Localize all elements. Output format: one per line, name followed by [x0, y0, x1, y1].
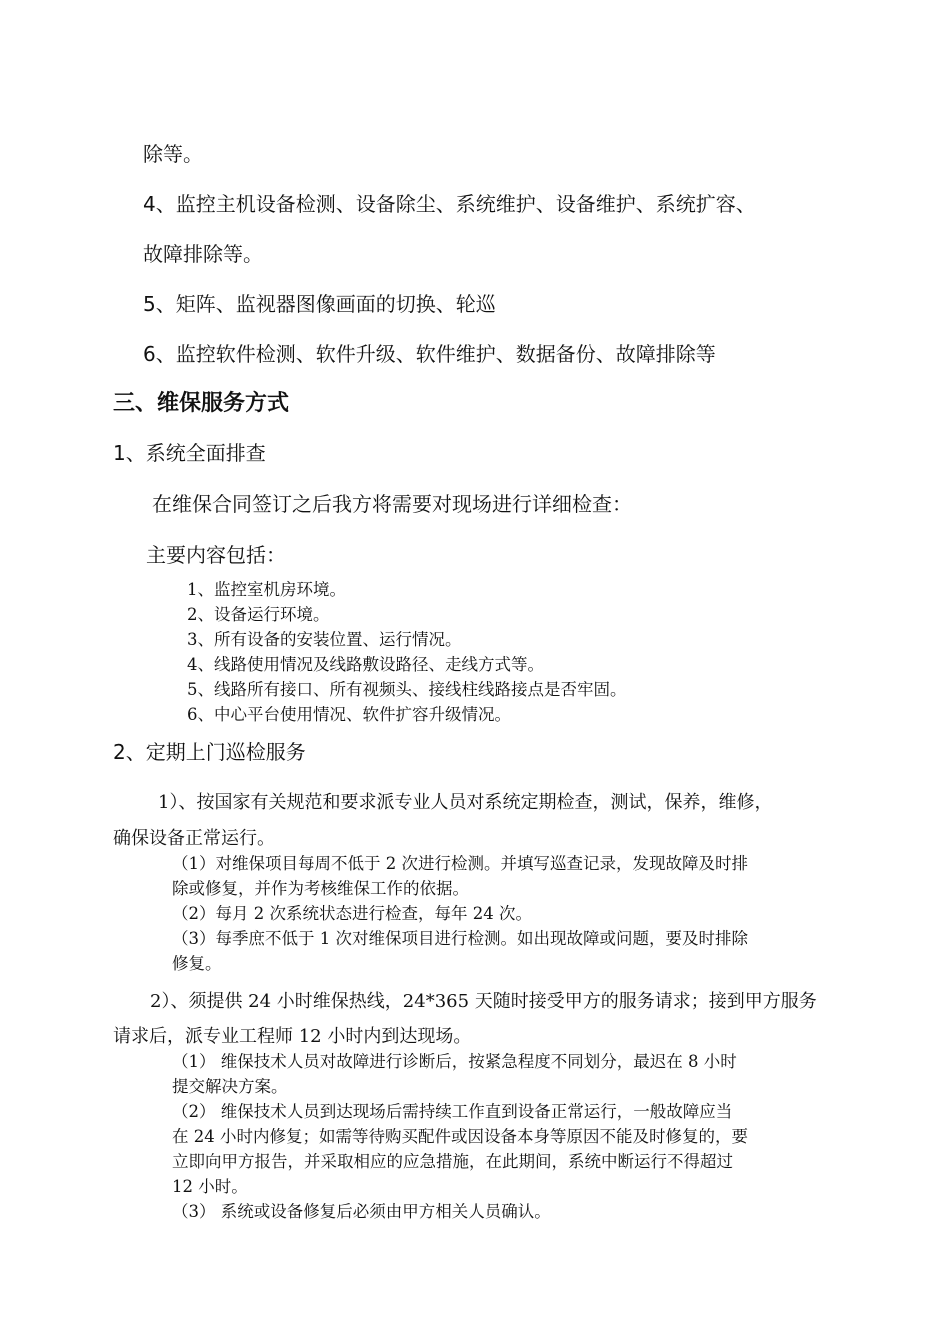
s2-p2-line2: 请求后，派专业工程师 12 小时内到达现场。 — [113, 1026, 472, 1047]
s2-p1-item: 除或修复，并作为考核维保工作的依据。 — [172, 879, 469, 898]
intro-line-2: 4、监控主机设备检测、设备除尘、系统维护、设备维护、系统扩容、 — [143, 192, 756, 216]
s2-p1-item: （1）对维保项目每周不低于 2 次进行检测。并填写巡查记录，发现故障及时排 — [172, 854, 748, 873]
s2-heading: 2、定期上门巡检服务 — [113, 740, 306, 764]
s2-p2-item: 12 小时。 — [172, 1177, 248, 1196]
s2-p2-item: （1） 维保技术人员对故障进行诊断后，按紧急程度不同划分，最迟在 8 小时 — [172, 1052, 737, 1071]
s2-p1-item: 修复。 — [172, 954, 222, 973]
s1-item: 4、线路使用情况及线路敷设路径、走线方式等。 — [187, 655, 544, 674]
s2-p2-item: 提交解决方案。 — [172, 1077, 288, 1096]
s2-p1-line2: 确保设备正常运行。 — [113, 828, 275, 849]
s2-p2-item: （2） 维保技术人员到达现场后需持续工作直到设备正常运行，一般故障应当 — [172, 1102, 733, 1121]
intro-line-4: 5、矩阵、监视器图像画面的切换、轮巡 — [143, 292, 496, 316]
s1-sub: 主要内容包括： — [146, 543, 286, 567]
s2-p2-item: （3） 系统或设备修复后必须由甲方相关人员确认。 — [172, 1202, 551, 1221]
intro-line-1: 除等。 — [143, 142, 203, 166]
intro-line-3: 故障排除等。 — [143, 242, 263, 266]
s1-item: 6、中心平台使用情况、软件扩容升级情况。 — [187, 705, 511, 724]
s2-p1-item: （3）每季庶不低于 1 次对维保项目进行检测。如出现故障或问题，要及时排除 — [172, 929, 748, 948]
s2-p2-line1: 2）、须提供 24 小时维保热线，24*365 天随时接受甲方的服务请求；接到甲方服务 — [150, 991, 817, 1012]
intro-line-5: 6、监控软件检测、软件升级、软件维护、数据备份、故障排除等 — [143, 342, 716, 366]
s1-item: 5、线路所有接口、所有视频头、接线柱线路接点是否牢固。 — [187, 680, 627, 699]
s1-item: 2、设备运行环境。 — [187, 605, 330, 624]
s2-p2-item: 在 24 小时内修复；如需等待购买配件或因设备本身等原因不能及时修复的，要 — [172, 1127, 748, 1146]
s2-p2-item: 立即向甲方报告，并采取相应的应急措施，在此期间，系统中断运行不得超过 — [172, 1152, 733, 1171]
s1-intro: 在维保合同签订之后我方将需要对现场进行详细检查： — [152, 492, 632, 516]
section-title: 三、维保服务方式 — [113, 390, 290, 416]
s1-item: 1、监控室机房环境。 — [187, 580, 346, 599]
s1-heading: 1、系统全面排查 — [113, 441, 266, 465]
s2-p1-line1: 1）、按国家有关规范和要求派专业人员对系统定期检查，测试，保养，维修， — [158, 792, 773, 813]
s1-item: 3、所有设备的安装位置、运行情况。 — [187, 630, 462, 649]
s2-p1-item: （2）每月 2 次系统状态进行检查，每年 24 次。 — [172, 904, 532, 923]
